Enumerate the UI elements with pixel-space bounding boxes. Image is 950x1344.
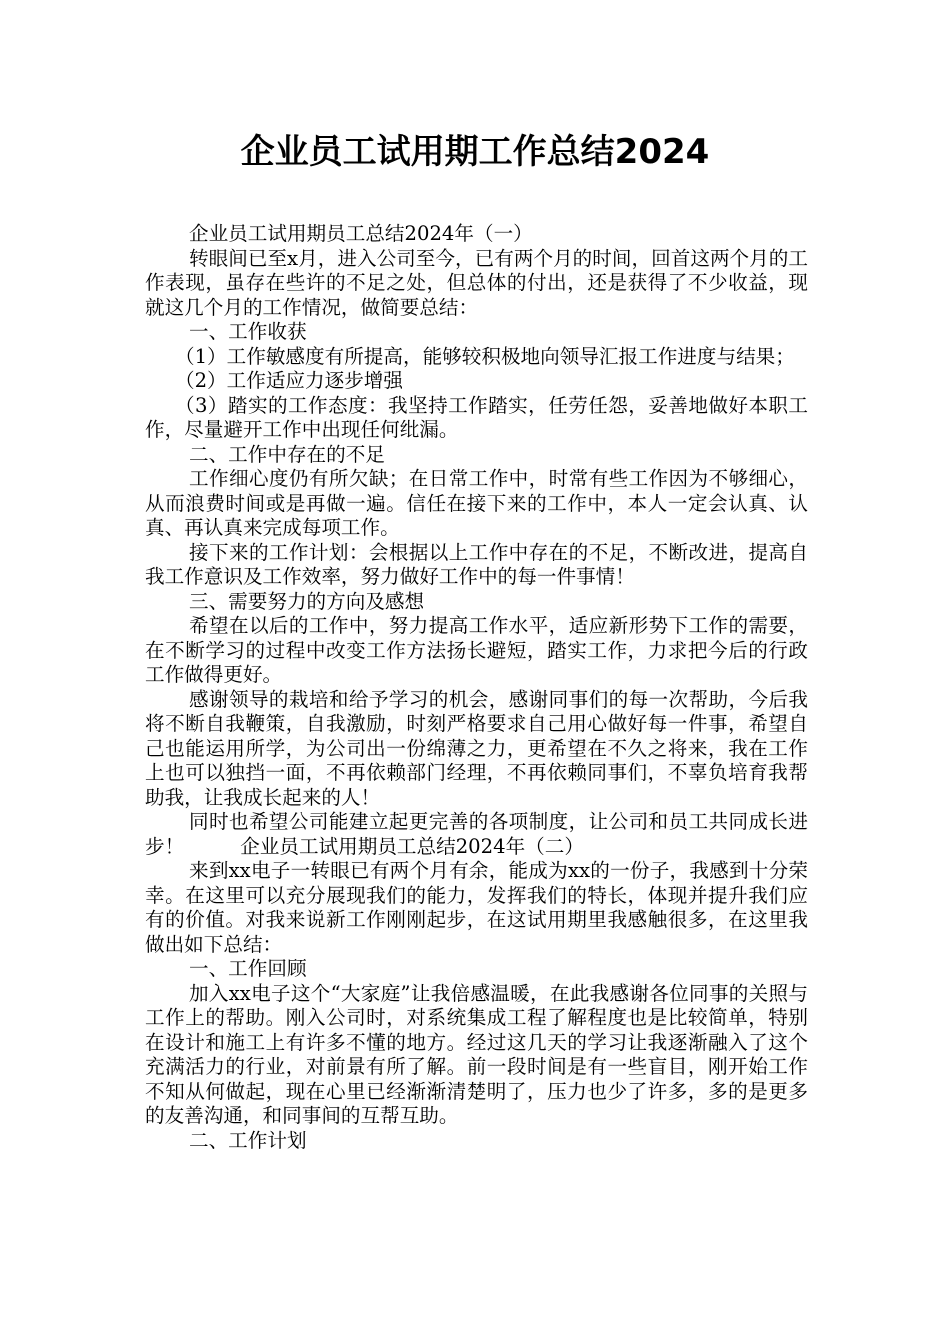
paragraph: 转眼间已至x月，进入公司至今，已有两个月的时间，回首这两个月的工作表现，虽存在些许的不足之处，但总体的付出，还是获得了不少收益，现就这几个月的工作情况，做简要总结： [145,246,808,319]
list-item: （2）工作适应力逐步增强 [175,369,403,392]
section-heading: 企业员工试用期员工总结2024年（一） [189,222,533,245]
paragraph-text: 同时也希望公司能建立起更完善的各项制度，让公司和员工共同成长进步！ [145,810,808,858]
section-heading: 一、工作收获 [189,320,307,343]
document-body [145,222,808,1153]
section-heading: 三、需要努力的方向及感想 [189,589,425,613]
section-heading: 二、工作计划 [189,1128,307,1152]
page-title: 企业员工试用期工作总结2024 [240,132,710,172]
paragraph: 接下来的工作计划：会根据以上工作中存在的不足，不断改进，提高自我工作意识及工作效率，努力做好工作中的每一件事情！ [145,540,808,588]
paragraph: 来到xx电子一转眼已有两个月有余，能成为xx的一份子，我感到十分荣幸。在这里可以充分展现我们的能力，发挥我们的特长，体现并提升我们应有的价值。对我来说新工作刚刚起步，在这试用期里我感触很多，在这里我做出如下总结： [145,859,808,956]
paragraph: 工作细心度仍有所欠缺；在日常工作中，时常有些工作因为不够细心，从而浪费时间或是再做一遍。信任在接下来的工作中，本人一定会认真、认真、再认真来完成每项工作。 [145,467,808,539]
paragraph: 加入xx电子这个“大家庭”让我倍感温暖，在此我感谢各位同事的关照与工作上的帮助。刚入公司时，对系统集成工程了解程度也是比较简单，特别在设计和施工上有许多不懂的地方。经过这几天的学习让我逐渐融入了这个充满活力的行业，对前景有所了解。前一段时间是有一些盲目，刚开始工作不知从何做起，现在心里已经渐渐清楚明了，压力也少了许多，多的是更多的友善沟通，和同事间的互帮互助。 [145,981,808,1127]
paragraph-mixed [145,810,808,859]
section-heading: 一、工作回顾 [189,957,307,980]
section-heading: 二、工作中存在的不足 [189,442,385,466]
paragraph: 希望在以后的工作中，努力提高工作水平，适应新形势下工作的需要，在不断学习的过程中改变工作方法扬长避短，踏实工作，力求把今后的行政工作做得更好。 [145,614,808,686]
section-heading: 企业员工试用期员工总结2024年（二） [240,834,584,858]
paragraph: 感谢领导的栽培和给予学习的机会，感谢同事们的每一次帮助，今后我将不断自我鞭策，自我激励，时刻严格要求自己用心做好每一件事，希望自己也能运用所学，为公司出一份绵薄之力，更希望在不久之将来，我在工作上也可以独挡一面，不再依赖部门经理，不再依赖同事们，不辜负培育我帮助我，让我成长起来的人！ [145,687,808,809]
list-item: （3）踏实的工作态度：我坚持工作踏实，任劳任怨，妥善地做好本职工作，尽量避开工作中出现任何纰漏。 [145,393,808,441]
list-item: （1）工作敏感度有所提高，能够较积极地向领导汇报工作进度与结果； [175,344,795,368]
